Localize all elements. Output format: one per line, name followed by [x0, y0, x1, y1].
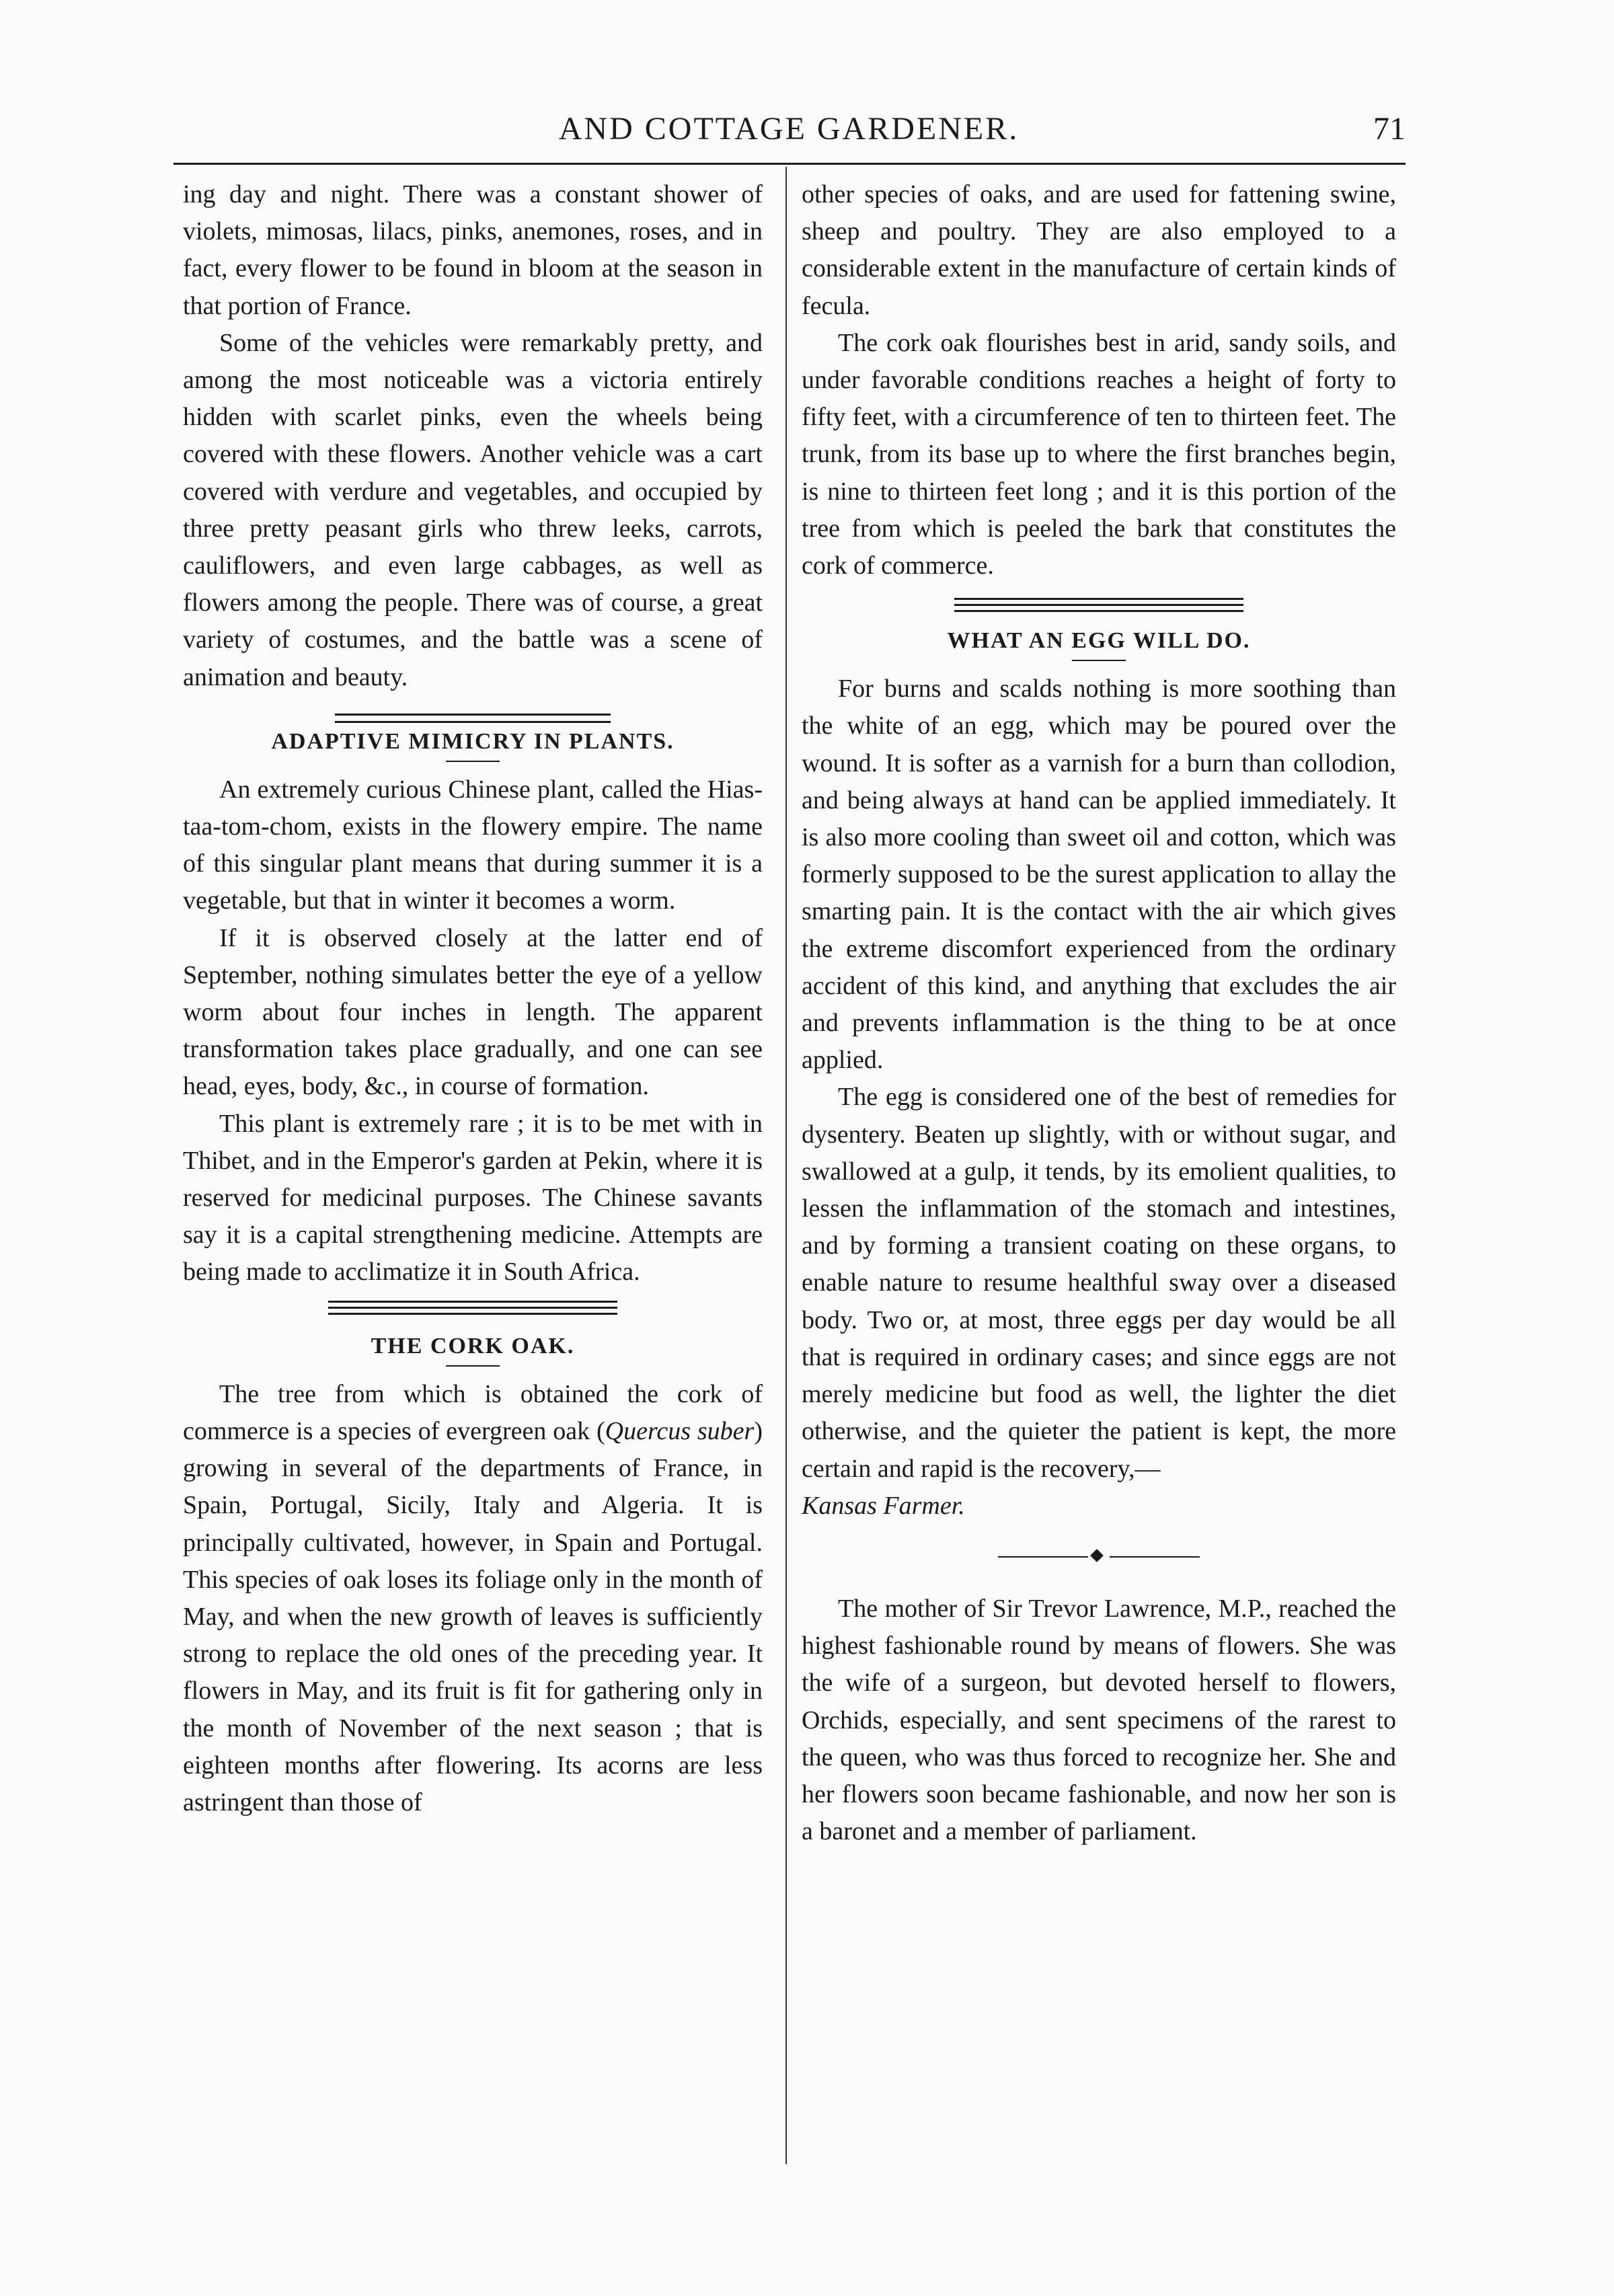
left-column	[183, 176, 763, 1821]
paragraph: The cork oak flourishes best in arid, sandy soils, and under favorable conditions reaches a height of forty to fifty feet, with a circumference of ten to thirteen feet. The trunk, from its base up to where the first branches begin, is nine to thirteen feet long ; and it is this portion of the tree from which is peeled the bark that constitutes the cork of commerce.	[802, 328, 1396, 580]
heading-underline	[1072, 660, 1126, 661]
paragraph: This plant is extremely rare ; it is to be met with in Thibet, and in the Emperor's garden at Pekin, where it is reserved for medicinal purposes. The Chinese savants say it is a capital strengthening medicine. Attempts are being made to acclimatize it in South Africa.	[183, 1109, 763, 1287]
paragraph: The mother of Sir Trevor Lawrence, M.P., reached the highest fashionable round by means of flowers. She was the wife of a surgeon, but devoted herself to flowers, Orchids, especially, and sent specimens of the rarest to the queen, who was thus forced to recognize her. She and her flowers soon became fashionable, and now her son is a baronet and a member of parliament.	[802, 1594, 1396, 1846]
right-column	[802, 176, 1396, 1850]
paragraph: If it is observed closely at the latter end of September, nothing simulates better the eye of a yellow worm about four inches in length. The apparent transformation takes place gradually, and one can see head, eyes, body, &c., in course of formation.	[183, 923, 763, 1101]
text-run: ) growing in several of the departments of France, in Spain, Portugal, Sicily, Italy and Algeria. It is principally cultivated, however, in Spain and Portugal. This species of oak loses its foliage only in the month of May, and when the new growth of leaves is sufficiently strong to replace the old ones of the preceding year. It flowers in May, and its fruit is fit for gathering only in the month of November of the next season ; that is eighteen months after flowering. Its acorns are less astringent than those of	[183, 1416, 763, 1816]
heading-underline	[446, 1365, 500, 1367]
column-divider	[785, 167, 787, 2164]
article-heading-mimicry: ADAPTIVE MIMICRY IN PLANTS.	[271, 728, 675, 754]
article-heading-egg: WHAT AN EGG WILL DO.	[947, 628, 1251, 654]
section-rule	[328, 1301, 617, 1315]
paragraph: For burns and scalds nothing is more soothing than the white of an egg, which may be poured over the wound. It is softer as a varnish for a burn than collodion, and being always at hand can be applied immediately. It is also more cooling than sweet oil and cotton, which was formerly supposed to be the surest application to allay the smarting pain. It is the contact with the air which gives the extreme discomfort experienced from the ordinary accident of this kind, and anything that excludes the air and prevents inflammation is the thing to be at once applied.	[802, 675, 1396, 1075]
heading-underline	[446, 761, 500, 762]
text-run: The tree from which is obtained the cork of commerce is a species of evergreen oak (	[183, 1379, 763, 1445]
running-head	[174, 109, 1404, 156]
section-rule	[954, 598, 1243, 613]
running-title: AND COTTAGE GARDENER.	[558, 111, 1020, 147]
diamond-icon	[1090, 1549, 1104, 1562]
article-heading-cork-oak: THE CORK OAK.	[371, 1333, 575, 1359]
source-name: Kansas Farmer.	[802, 1491, 965, 1520]
paragraph: The egg is considered one of the best of remedies for dysentery. Beaten up slightly, with or without sugar, and swallowed at a gulp, it tends, by its emolient qualities, to lessen the inflammation of the stomach and intestines, and by forming a transient coating on these organs, to enable nature to resume healthful sway over a diseased body. Two or, at most, three eggs per day would be all that is required in ordinary cases; and since eggs are not merely medicine but food as well, the lighter the diet otherwise, and the quieter the patient is kept, the more certain and rapid is the recovery,—	[802, 1083, 1396, 1483]
page-number: 71	[1373, 111, 1406, 147]
paragraph: Some of the vehicles were remarkably pretty, and among the most noticeable was a victoria entirely hidden with scarlet pinks, even the wheels being covered with these flowers. Another vehicle was a cart covered with verdure and vegetables, and occupied by three pretty peasant girls who threw leeks, carrots, cauliflowers, and even large cabbages, as well as flowers among the people. There was of course, a great variety of costumes, and the battle was a scene of animation and beauty.	[183, 328, 763, 691]
section-rule	[335, 714, 611, 723]
ornament-divider	[998, 1549, 1200, 1565]
paragraph: other species of oaks, and are used for fattening swine, sheep and poultry. They are also employed to a considerable extent in the manufacture of certain kinds of fecula.	[802, 180, 1396, 320]
source-credit	[802, 1488, 1396, 1525]
paragraph: ing day and night. There was a constant shower of violets, mimosas, lilacs, pinks, anemones, roses, and in fact, every flower to be found in bloom at the season in that portion of France.	[183, 180, 763, 320]
paragraph: An extremely curious Chinese plant, called the Hias-taa-tom-chom, exists in the flowery empire. The name of this singular plant means that during summer it is a vegetable, but that in winter it becomes a worm.	[183, 775, 763, 915]
header-rule	[174, 163, 1406, 165]
paragraph	[183, 1376, 763, 1821]
latin-name: Quercus suber	[605, 1416, 755, 1445]
